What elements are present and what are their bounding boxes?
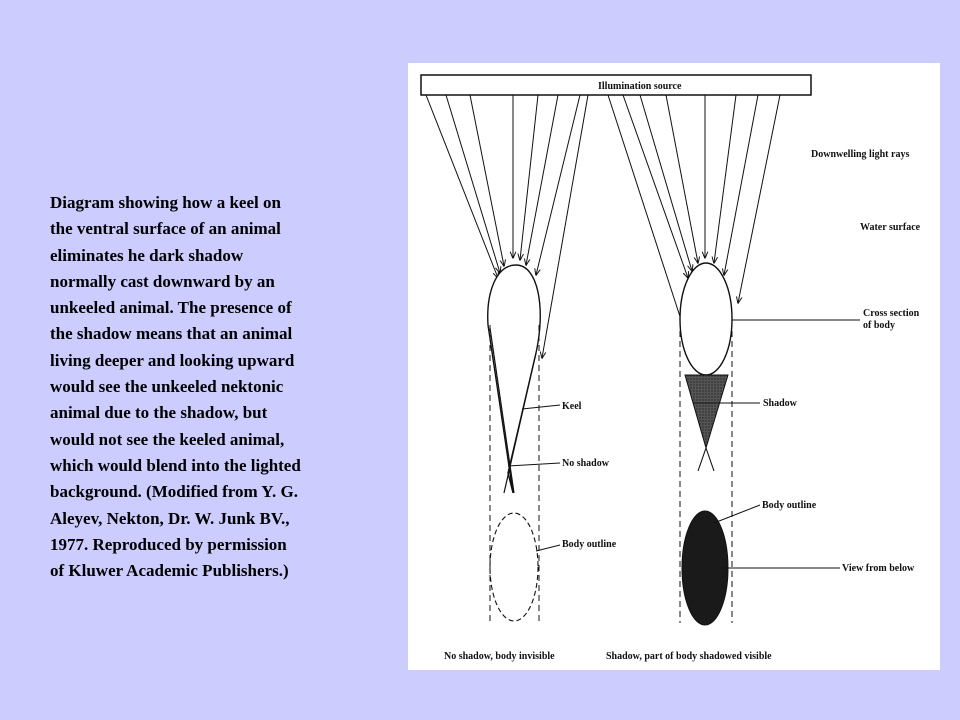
downwelling-light-rays-label: Downwelling light rays	[811, 149, 910, 160]
keel-shadow-figure	[408, 63, 940, 670]
illumination-source-label: Illumination source	[598, 81, 682, 92]
keeled-body-cross-section	[488, 265, 541, 493]
leader-lines	[508, 320, 860, 568]
cross-section-label-line1: Cross section	[863, 308, 920, 319]
footer-left-label: No shadow, body invisible	[444, 651, 555, 662]
body-outline-right-label: Body outline	[762, 500, 817, 511]
no-shadow-label: No shadow	[562, 458, 609, 469]
unkeeled-body-cross-section	[680, 263, 732, 375]
water-surface-label: Water surface	[860, 222, 921, 233]
keel-label: Keel	[562, 401, 582, 412]
view-from-below-label: View from below	[842, 563, 915, 574]
body-outline-left	[490, 513, 538, 621]
shadow-wedge	[685, 375, 728, 448]
footer-right-label: Shadow, part of body shadowed visible	[606, 651, 772, 662]
caption-text: Diagram showing how a keel on the ventral surface of an animal eliminates he dark shadow normally cast downward by an unkeeled animal. The presence of the shadow means that an animal living deeper and looking upward would see the unkeeled nektonic animal due to the shadow, but would not see the keeled animal, which would blend into the lighted background. (Modified from Y. G. Aleyev, Nekton, Dr. W. Junk BV., 1977. Reproduced by permission of Kluwer Academic Publishers.)	[50, 193, 301, 581]
shadow-cross-lines	[698, 448, 714, 471]
body-outline-left-label: Body outline	[562, 539, 617, 550]
cross-section-label-line2: of body	[863, 320, 895, 331]
shadow-label: Shadow	[763, 398, 797, 409]
